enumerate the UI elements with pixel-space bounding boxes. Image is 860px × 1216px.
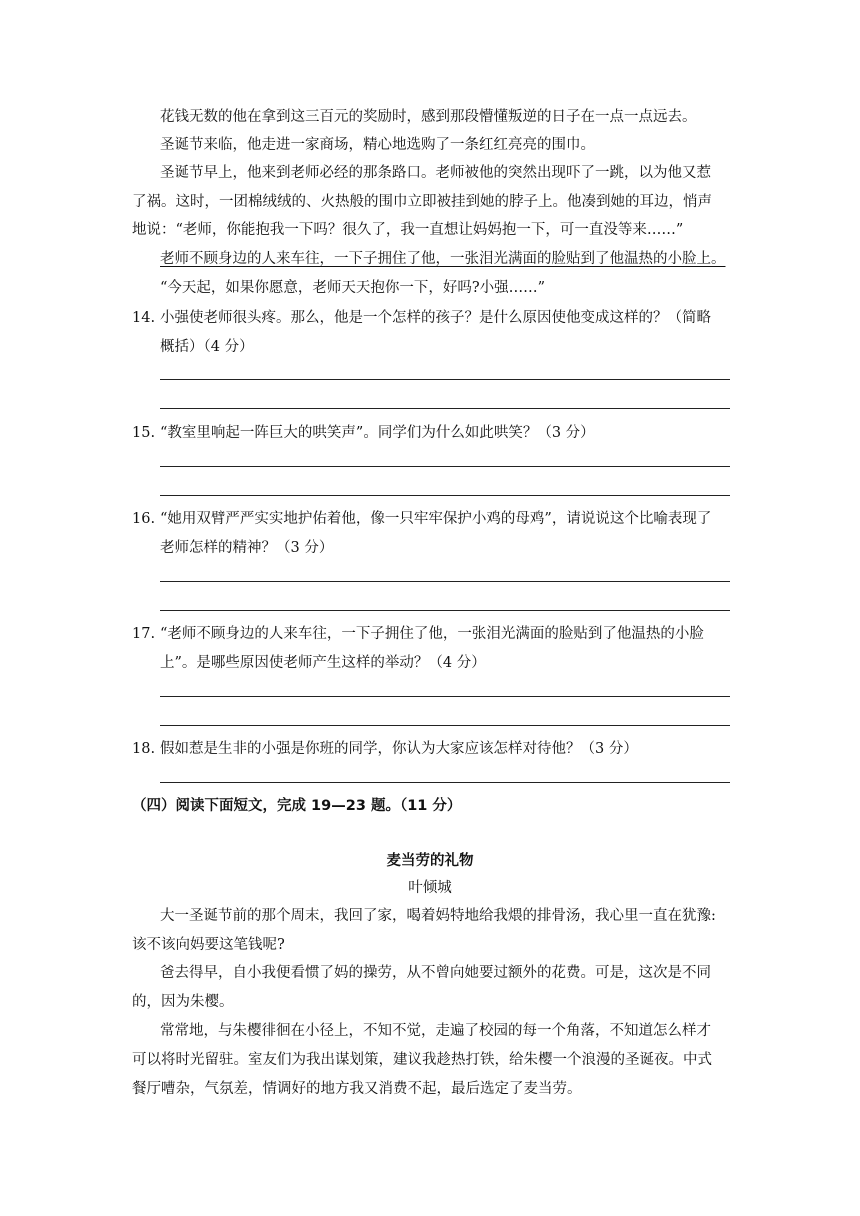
question-text: 小强使老师很头疼。那么，他是一个怎样的孩子？是什么原因使他变成这样的？（简略	[160, 310, 711, 326]
answer-line[interactable]	[160, 610, 730, 611]
answer-line[interactable]	[160, 581, 730, 582]
article-paragraph-line: 可以将时光留驻。室友们为我出谋划策，建议我趁热打铁，给朱樱一个浪漫的圣诞夜。中式	[132, 1052, 712, 1068]
question-number: 18.	[132, 741, 156, 757]
story-paragraph: 圣诞节来临，他走进一家商场，精心地选购了一条红红亮亮的围巾。	[160, 137, 595, 153]
article-paragraph: 大一圣诞节前的那个周末，我回了家，喝着妈特地给我煨的排骨汤，我心里一直在犹豫:	[160, 908, 716, 924]
article-paragraph: 常常地，与朱樱徘徊在小径上，不知不觉，走遍了校园的每一个角落，不知道怎么样才	[160, 1023, 711, 1039]
question-number: 14.	[132, 310, 156, 326]
article-paragraph-line: 该不该向妈要这笔钱呢?	[132, 937, 285, 953]
question-text: 假如惹是生非的小强是你班的同学，你认为大家应该怎样对待他？（3 分）	[160, 741, 638, 757]
story-paragraph: “今天起，如果你愿意，老师天天抱你一下，好吗?小强……”	[160, 280, 546, 296]
answer-line[interactable]	[160, 408, 730, 409]
question-number: 17.	[132, 626, 156, 642]
question-text: “教室里响起一阵巨大的哄笑声”。同学们为什么如此哄笑？（3 分）	[160, 425, 595, 441]
question-number: 15.	[132, 425, 156, 441]
answer-line[interactable]	[160, 379, 730, 380]
question-text: 上”。是哪些原因使老师产生这样的举动？（4 分）	[160, 655, 486, 671]
answer-line[interactable]	[160, 495, 730, 496]
article-paragraph: 爸去得早，自小我便看惯了妈的操劳，从不曾向她要过额外的花费。可是，这次是不同	[160, 965, 711, 981]
answer-line[interactable]	[160, 782, 730, 783]
section-heading: （四）阅读下面短文，完成 19—23 题。（11 分）	[132, 798, 462, 814]
answer-line[interactable]	[160, 466, 730, 467]
question-text: 老师怎样的精神？（3 分）	[160, 540, 334, 556]
story-paragraph: 花钱无数的他在拿到这三百元的奖励时，感到那段懵懂叛逆的日子在一点一点远去。	[160, 109, 697, 125]
article-author: 叶倾城	[408, 880, 452, 896]
article-paragraph-line: 餐厅嘈杂，气氛差，情调好的地方我又消费不起，最后选定了麦当劳。	[132, 1081, 582, 1097]
article-paragraph-line: 的，因为朱樱。	[132, 994, 234, 1010]
story-paragraph: 圣诞节早上，他来到老师必经的那条路口。老师被他的突然出现吓了一跳，以为他又惹	[160, 165, 711, 181]
underlined-sentence: 老师不顾身边的人来车往，一下子拥住了他，一张泪光满面的脸贴到了他温热的小脸上。	[160, 251, 726, 267]
answer-line[interactable]	[160, 696, 730, 697]
question-text: 概括）（4 分）	[160, 339, 254, 355]
question-text: “她用双臂严严实实地护佑着他，像一只牢牢保护小鸡的母鸡”，请说说这个比喻表现了	[160, 511, 712, 527]
article-title: 麦当劳的礼物	[386, 853, 474, 869]
story-paragraph-line: 地说：“老师，你能抱我一下吗？很久了，我一直想让妈妈抱一下，可一直没等来……”	[132, 222, 684, 238]
question-number: 16.	[132, 511, 156, 527]
story-paragraph-line: 了祸。这时，一团棉绒绒的、火热般的围巾立即被挂到她的脖子上。他凑到她的耳边，悄声	[132, 194, 712, 210]
question-text: “老师不顾身边的人来车往，一下子拥住了他，一张泪光满面的脸贴到了他温热的小脸	[160, 626, 704, 642]
answer-line[interactable]	[160, 725, 730, 726]
